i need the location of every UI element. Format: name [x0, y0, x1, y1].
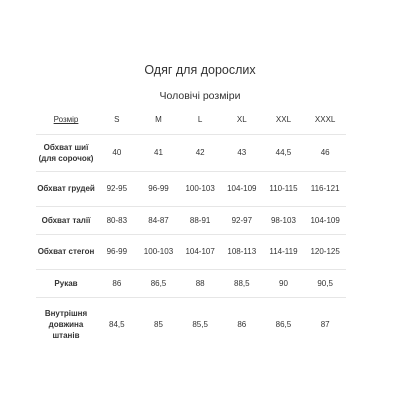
- table-row-sleeve: [36, 269, 346, 297]
- header-size-label: Розмір: [53, 115, 79, 125]
- page-title: Одяг для дорослих: [144, 63, 256, 77]
- table-cell: 42: [195, 148, 205, 157]
- header-size-xxl: XXL: [275, 115, 292, 125]
- page-subtitle: Чоловічі розміри: [159, 90, 241, 102]
- table-cell: 88,5: [234, 278, 250, 288]
- row-label: Обхват талії: [41, 215, 91, 225]
- table-cell: 104-109: [310, 215, 340, 225]
- size-chart-table: [36, 106, 346, 352]
- table-cell: 96-99: [148, 184, 169, 193]
- table-cell: 87: [320, 320, 330, 330]
- row-label: Рукав: [54, 278, 78, 288]
- table-cell: 88: [195, 278, 205, 288]
- header-size-l: L: [197, 115, 203, 125]
- table-cell: 92-97: [231, 215, 253, 225]
- table-cell: 96-99: [106, 247, 128, 256]
- table-row-chest: [36, 171, 346, 206]
- table-row-inseam: [36, 297, 346, 352]
- header-size-m: M: [155, 115, 162, 125]
- table-cell: 86: [237, 320, 247, 330]
- table-cell: 85,5: [192, 320, 208, 330]
- row-label: Внутрішня довжина штанів: [44, 309, 88, 341]
- row-label: Обхват стегон: [37, 247, 95, 256]
- table-cell: 43: [237, 148, 247, 157]
- table-cell: 40: [112, 148, 122, 157]
- table-cell: 110-115: [269, 184, 298, 193]
- table-cell: 90: [279, 278, 288, 288]
- table-cell: 114-119: [269, 247, 298, 256]
- table-header-row: [36, 106, 346, 134]
- row-label: Обхват шиї (для сорочок): [38, 142, 94, 163]
- table-cell: 104-107: [185, 247, 215, 256]
- table-row-waist: [36, 206, 346, 234]
- table-row-neck: [36, 134, 346, 171]
- table-cell: 100-103: [185, 184, 215, 193]
- header-size-xxxl: XXXL: [314, 115, 336, 125]
- table-cell: 86,5: [275, 320, 292, 330]
- table-cell: 116-121: [310, 184, 340, 193]
- table-cell: 46: [320, 148, 330, 157]
- table-cell: 80-83: [106, 215, 128, 225]
- table-cell: 84-87: [148, 215, 169, 225]
- table-cell: 84,5: [109, 320, 125, 330]
- table-cell: 100-103: [143, 247, 174, 256]
- table-cell: 85: [154, 320, 163, 330]
- header-size-s: S: [114, 115, 120, 125]
- table-cell: 44,5: [275, 148, 292, 157]
- table-cell: 90,5: [317, 278, 333, 288]
- table-cell: 41: [154, 148, 163, 157]
- row-label: Обхват грудей: [37, 184, 95, 193]
- table-cell: 88-91: [189, 215, 211, 225]
- table-cell: 98-103: [270, 215, 296, 225]
- table-cell: 86: [112, 278, 122, 288]
- table-cell: 108-113: [227, 247, 257, 256]
- table-cell: 120-125: [310, 247, 340, 256]
- header-size-xl: XL: [236, 115, 247, 125]
- table-cell: 92-95: [106, 184, 128, 193]
- table-row-hips: [36, 234, 346, 269]
- table-cell: 104-109: [227, 184, 257, 193]
- table-cell: 86,5: [150, 278, 167, 288]
